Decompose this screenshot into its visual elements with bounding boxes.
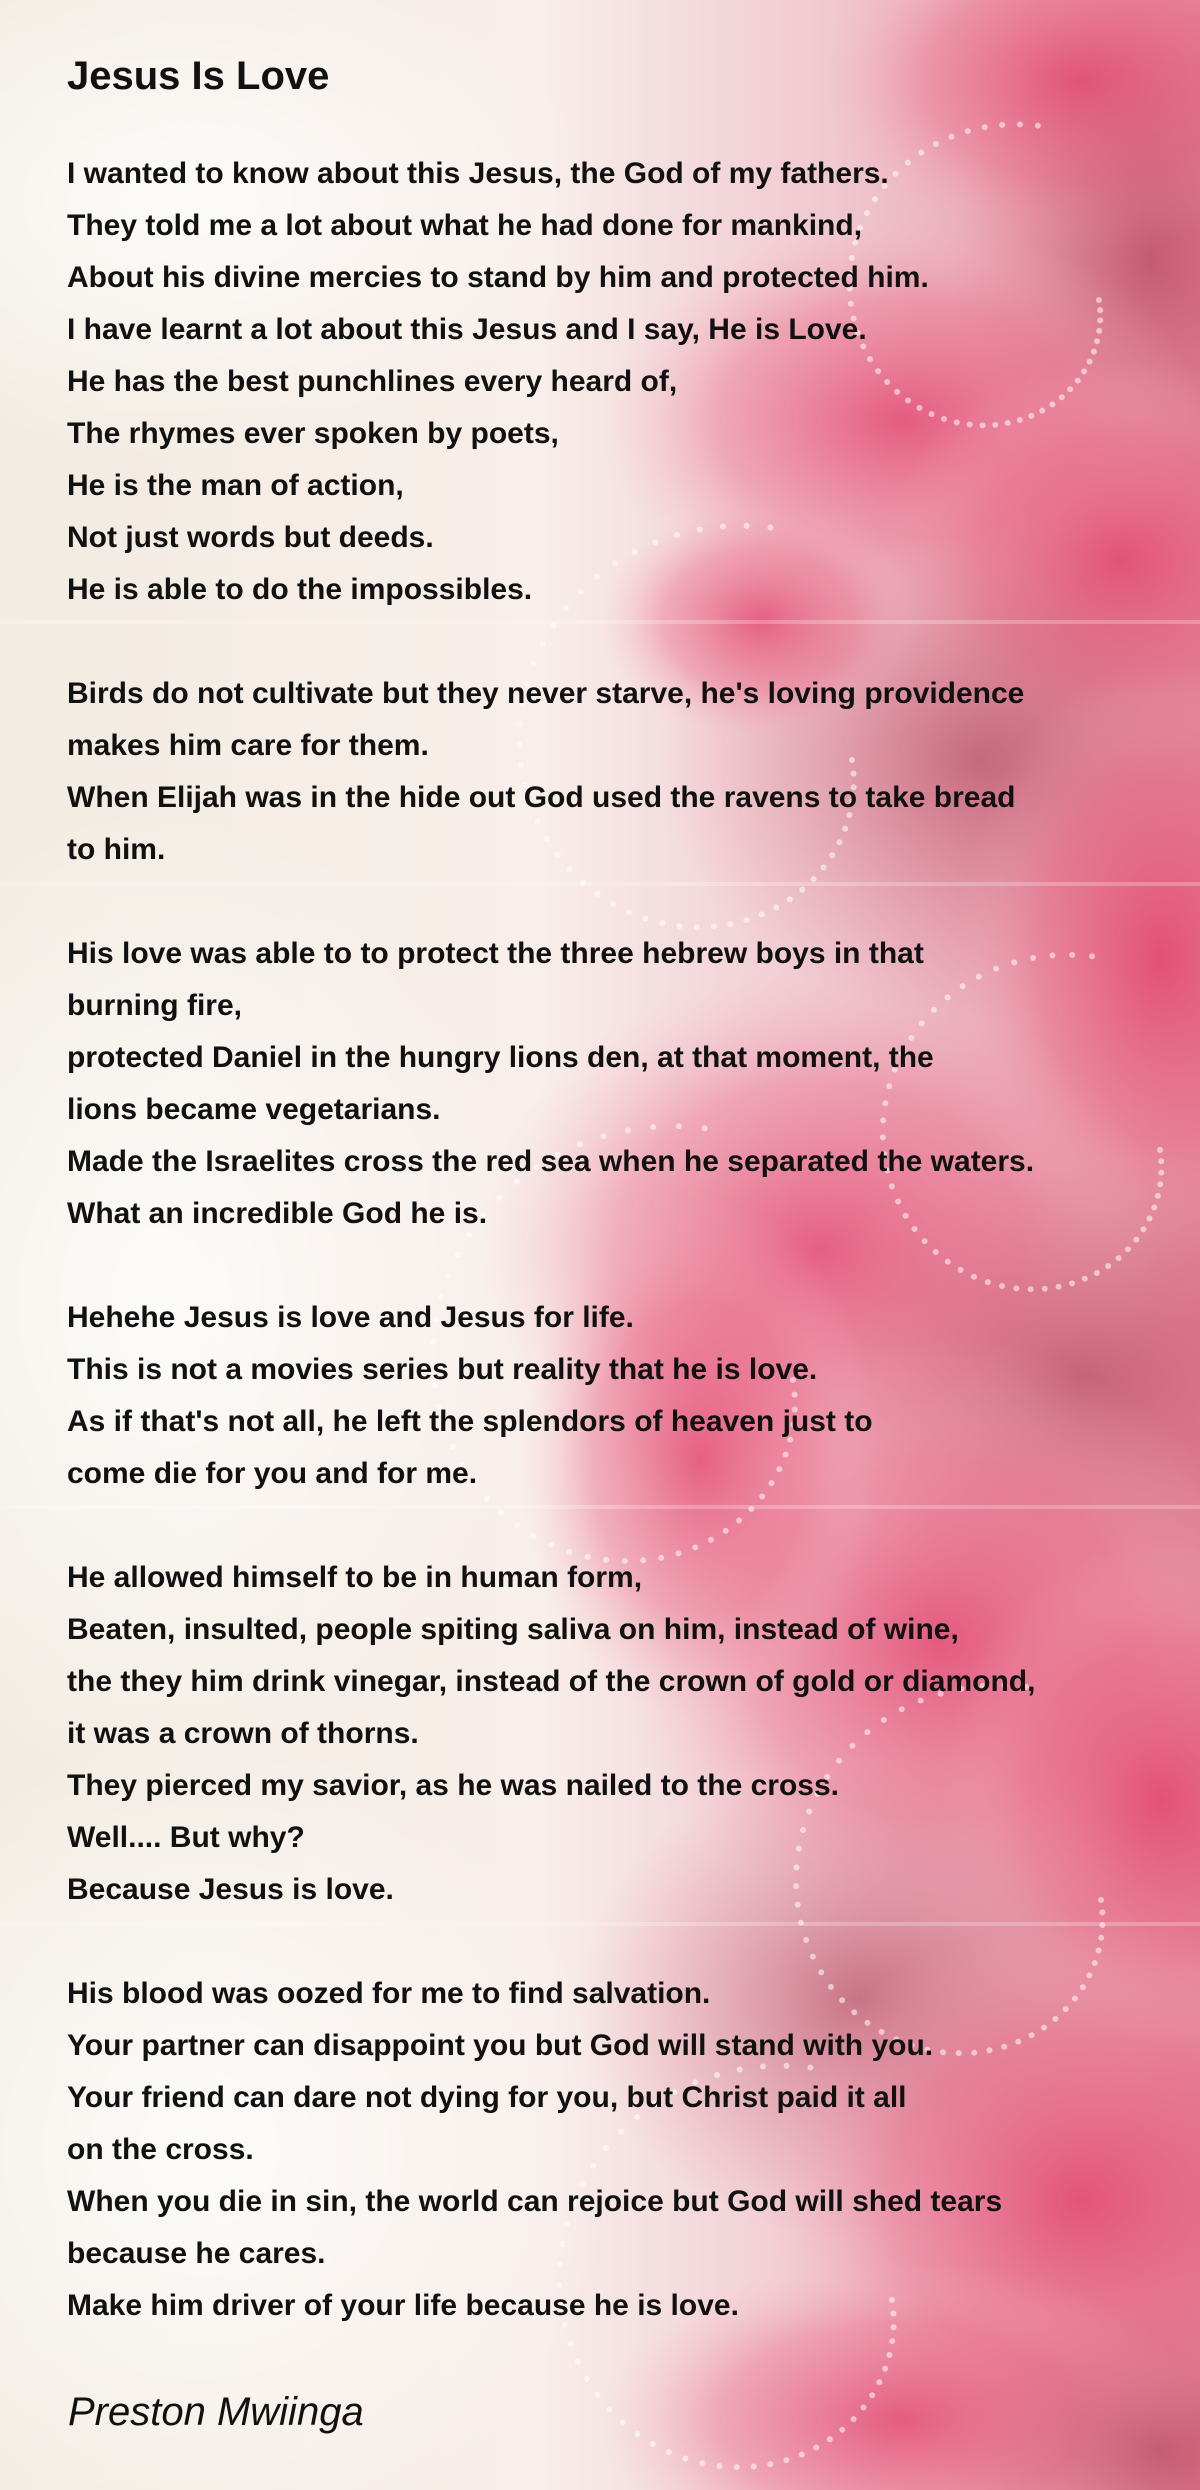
poem-line: because he cares. [67,2237,326,2270]
poem-line: As if that's not all, he left the splendors of heaven just to [67,1405,873,1438]
poem-line: Beaten, insulted, people spiting saliva on him, instead of wine, [67,1613,959,1646]
poem-line: burning fire, [67,989,242,1022]
poem-line: Made the Israelites cross the red sea when he separated the waters. [67,1145,1035,1178]
poem-stanza [67,668,1177,876]
poem-line: come die for you and for me. [67,1457,478,1490]
poem-line: Make him driver of your life because he is love. [67,2289,739,2322]
poem-line: lions became vegetarians. [67,1093,441,1126]
poem-line: I wanted to know about this Jesus, the God of my fathers. [67,157,889,190]
poem-stanza [67,1552,1177,1916]
poem-line: The rhymes ever spoken by poets, [67,417,559,450]
poem-line: on the cross. [67,2133,254,2166]
poem-line: He is the man of action, [67,469,404,502]
poem-stanza [67,1968,1177,2332]
poem-line: Birds do not cultivate but they never starve, he's loving providence [67,677,1025,710]
poem-line: About his divine mercies to stand by him and protected him. [67,261,929,294]
poem-line: He has the best punchlines every heard of, [67,365,678,398]
poem-title: Jesus Is Love [67,54,330,98]
poem-line: They told me a lot about what he had done for mankind, [67,209,863,242]
poem-line: to him. [67,833,166,866]
poem-line: When you die in sin, the world can rejoice but God will shed tears [67,2185,1003,2218]
poem-line: He allowed himself to be in human form, [67,1561,643,1594]
poem-author: Preston Mwiinga [68,2390,364,2434]
poem-stanza [67,1292,1177,1500]
poem-line: I have learnt a lot about this Jesus and I say, He is Love. [67,313,867,346]
poem-line: Well.... But why? [67,1821,305,1854]
poem-line: protected Daniel in the hungry lions den, at that moment, the [67,1041,934,1074]
poem-line: Hehehe Jesus is love and Jesus for life. [67,1301,634,1334]
poem-line: His love was able to to protect the three hebrew boys in that [67,937,924,970]
poem-line: Your friend can dare not dying for you, but Christ paid it all [67,2081,907,2114]
poem-line: They pierced my savior, as he was nailed to the cross. [67,1769,839,1802]
poem-line: makes him care for them. [67,729,429,762]
poem-body [67,148,1177,2384]
poem-line: the they him drink vinegar, instead of the crown of gold or diamond, [67,1665,1036,1698]
poem-stanza [67,928,1177,1240]
poem-line: Your partner can disappoint you but God will stand with you. [67,2029,934,2062]
poem-line: it was a crown of thorns. [67,1717,419,1750]
poem-stanza [67,148,1177,616]
poem-line: His blood was oozed for me to find salvation. [67,1977,711,2010]
poem-line: When Elijah was in the hide out God used the ravens to take bread [67,781,1016,814]
poem-line: Because Jesus is love. [67,1873,394,1906]
poem-line: What an incredible God he is. [67,1197,488,1230]
poem-line: Not just words but deeds. [67,521,434,554]
poem-line: This is not a movies series but reality that he is love. [67,1353,818,1386]
poem-line: He is able to do the impossibles. [67,573,533,606]
